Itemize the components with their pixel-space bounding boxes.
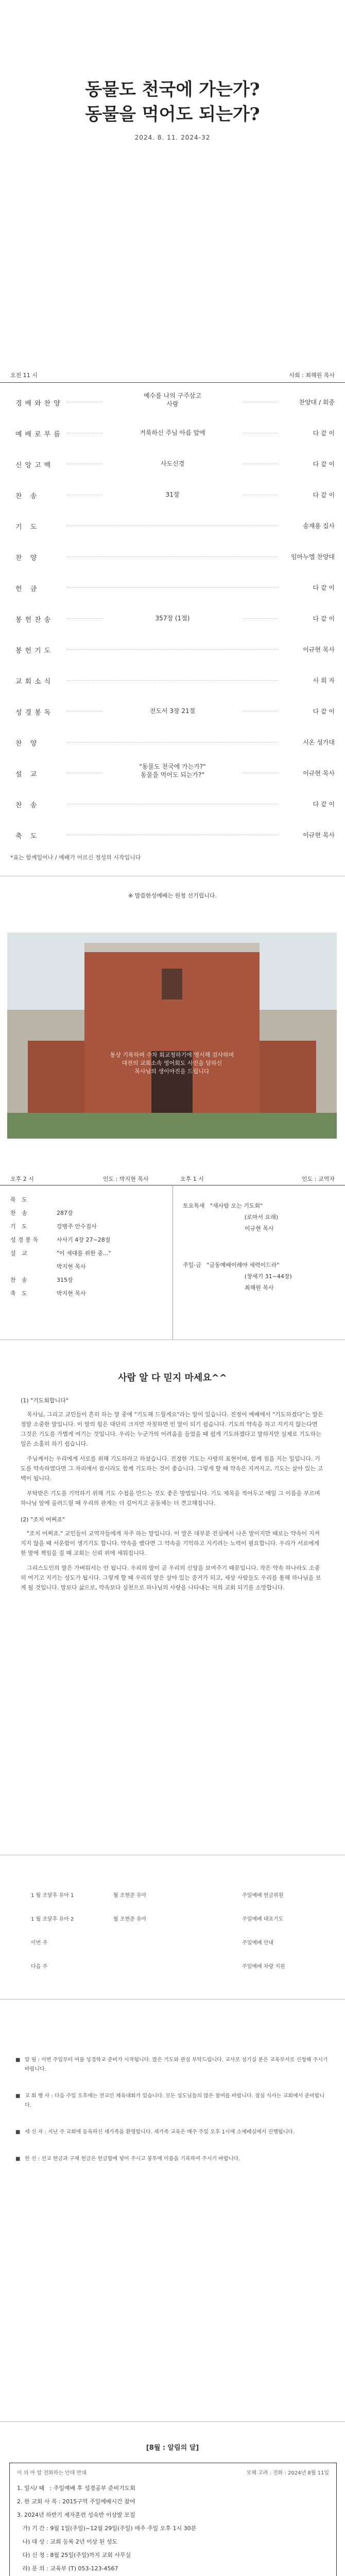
schedule-right-time: 오후 1 시 (180, 1176, 204, 1182)
order-row (0, 696, 345, 724)
news-item (15, 2155, 330, 2164)
notice-line: 다) 신 청 : 8월 25일(주일)까지 교회 사무실 (17, 2552, 131, 2558)
server-row (0, 1933, 345, 1957)
essay-title: 사람 알 다 믿지 마세요^^ (118, 1372, 227, 1383)
notice-line: 가) 기 간 : 9월 1일(주일)~12월 29일(주일) 매주 주일 오후 1시 30분 (17, 2525, 197, 2532)
cover-date: 2024. 8. 11. 2024-32 (134, 134, 211, 141)
schedule-value: 박지현 목사 (57, 1263, 86, 1270)
order-label: 축 도 (15, 831, 43, 840)
order-item: 예수를 나의 구주삼고 사랑 (103, 392, 242, 408)
sat-title: 토요특새 (183, 1202, 205, 1209)
order-time: 오전 11 시 (10, 372, 38, 379)
order-row (0, 386, 345, 415)
order-leader: 다 같 이 (310, 707, 335, 716)
schedule-label: 찬 송 (10, 1210, 29, 1216)
server-mid: 월 조현준 유아 (113, 1893, 147, 1899)
schedule-right-block1 (183, 1200, 337, 1234)
order-row (0, 788, 345, 817)
schedule-label: 성경봉독 (10, 1236, 41, 1243)
server-row (0, 1909, 345, 1933)
weekday-title: 주일-금 (183, 1262, 201, 1268)
order-leader: 이규현 목사 (300, 831, 335, 839)
order-leader: 다 같 이 (310, 490, 335, 499)
sat-sermon: "새사람 오는 기도회" (210, 1202, 263, 1209)
schedule-value: "이 세대를 위한 중..." (57, 1250, 111, 1257)
order-leader: 다 같 이 (310, 429, 335, 437)
news-text: 알 림 : 이번 주일부터 여름 성경학교 준비가 시작됩니다. 많은 기도와 관심 부탁드립니다. 교사로 섬기실 분은 교육부서로 신청해 주시기 바랍니다. (25, 2057, 328, 2072)
server-left: 1 월 조달후 유아 2 (31, 1917, 74, 1922)
order-leader: 다 같 이 (310, 460, 335, 468)
servers-list (0, 1886, 345, 1980)
order-label: 헌 금 (15, 583, 43, 593)
order-row (0, 634, 345, 663)
order-item: "동물도 천국에 가는가?" 동물을 먹어도 되는가?" (103, 762, 242, 779)
order-label: 신앙고백 (15, 460, 57, 469)
order-row (0, 479, 345, 508)
order-leader: 시온 성가대 (300, 738, 335, 747)
schedule-right-block2 (183, 1260, 337, 1294)
schedule-value: 박지현 목사 (57, 1290, 86, 1297)
news-item (15, 2128, 330, 2137)
church-photo (7, 933, 337, 1139)
order-leader: 사 회 자 (310, 676, 335, 685)
order-label: 경배와찬양 (15, 398, 66, 408)
order-item: 357장 (1절) (103, 614, 242, 622)
order-dots (67, 587, 278, 588)
order-label: 기 도 (15, 521, 43, 531)
server-row (0, 1957, 345, 1980)
schedule-row (10, 1247, 165, 1260)
order-presider: 사회 : 최해원 목사 (289, 372, 335, 379)
order-leader: 찬양대 / 회중 (296, 398, 335, 406)
order-leader: 임마누엘 찬양대 (288, 552, 335, 561)
order-note: *표는 함께일어나 / 예배가 어르신 정성의 시작입니다 (10, 854, 141, 861)
schedule-label: 묵 도 (10, 1196, 29, 1203)
notice-top-rule (0, 2421, 345, 2422)
news-list (15, 2056, 330, 2181)
essay-body-2 (21, 1529, 324, 1592)
order-dots (67, 680, 278, 681)
bullet-icon: ■ (15, 2129, 21, 2135)
bullet-icon: ■ (15, 2057, 21, 2063)
server-right: 주일예배 대표기도 (242, 1917, 284, 1922)
schedule-right-leader: 인도 : 교역자 (302, 1176, 335, 1182)
news-item (15, 2092, 330, 2110)
cover-title-line1: 동물도 천국에 가는가? (85, 79, 260, 100)
news-item (15, 2056, 330, 2074)
order-leader: 이규현 목사 (300, 645, 335, 654)
order-top-rule (0, 382, 345, 383)
sat-pastor: 이규현 목사 (245, 1225, 274, 1232)
news-text: 교 회 행 사 : 다음 주일 오후에는 전교인 체육대회가 있습니다. 모든 성도님들의 많은 참여를 바랍니다. 점심 식사는 교회에서 준비합니다. (25, 2093, 325, 2108)
notice-line: 3. 2024년 하반기 제자훈련 성숙반 이상발 모집 (17, 2512, 135, 2518)
server-right: 주일예배 차량 지원 (242, 1964, 285, 1970)
order-row (0, 757, 345, 786)
schedule-label: 찬 송 (10, 1277, 29, 1283)
server-row (0, 1886, 345, 1909)
order-leader: 송재용 집사 (300, 521, 335, 530)
notice-date-right: 모해 고려 : 전화 : 2024년 8월 11일 (246, 2470, 329, 2476)
order-label: 찬 양 (15, 552, 43, 562)
notice-line: 2. 한 교회 사 목 : 2015구역 주일예배시간 참여 (17, 2498, 135, 2505)
order-label: 찬 송 (15, 490, 43, 500)
essay-paragraph: 부탁받은 기도를 기억하기 위해 기도 수첩을 만드는 것도 좋은 방법입니다. 기도 제목을 적어두고 매일 그 이름을 부르며 하나님 앞에 올려드릴 때 우리의 관계는 더 깊어지고 공동체는 더 견고해집니다. (21, 1490, 320, 1506)
order-row (0, 572, 345, 601)
order-label: 찬 양 (15, 738, 43, 748)
order-item: 거룩하신 주님 아름 앞에 (103, 429, 242, 437)
essay-paragraph: 목사님, 그리고 교인들이 흔히 하는 말 중에 "기도해 드릴게요"라는 말이 있습니다. 진정어 예배에서 "기도하겠다"는 말은 정말 소중한 말입니다. 이 말의 힘은 대단히 크지만 자칫하면 빈 말이 되기 쉽습니다. 기도의 약속을 하고 지키지 않는다면 그것은 기도를 가볍게 여기는 것입니다. 우리는 누군가의 어려움을 들었을 때 쉽게 기도하겠다고 말하지만 실제로 기도하는 일은 소홀히 하기 쉽습니다. (21, 1411, 323, 1447)
essay-subtitle2: (2) "조치 어쩌죠" (21, 1516, 65, 1523)
order-label: 예배로부름 (15, 429, 66, 438)
order-label: 찬 송 (15, 800, 43, 809)
order-row (0, 603, 345, 632)
server-left: 1 월 조달후 유아 1 (31, 1893, 74, 1899)
news-text: 헌 신 : 선교 헌금과 구제 헌금은 헌금함에 넣어 주시고 봉투에 이름을 기록하여 주시기 바랍니다. (25, 2156, 240, 2162)
order-leader: 이규현 목사 (300, 769, 335, 777)
server-left: 다음 주 (31, 1964, 48, 1970)
schedule-row (10, 1274, 165, 1287)
order-row (0, 417, 345, 446)
order-item: 31장 (103, 490, 242, 499)
order-dots (67, 556, 278, 557)
schedule-left-time: 오후 2 시 (10, 1176, 34, 1182)
bullet-icon: ■ (15, 2156, 21, 2162)
essay-paragraph: 주님께서는 우리에게 서로를 위해 기도하라고 하셨습니다. 진정한 기도는 사랑의 표현이며, 함께 짐을 지는 일입니다. 기도를 약속하였다면 그 자리에서 잠시라도 함께 기도하는 것이 좋습니다. 그렇게 할 때 약속은 지켜지고, 기도는 살아 있는 고백이 됩니다. (21, 1455, 323, 1482)
order-row (0, 665, 345, 693)
bullet-icon: ■ (15, 2093, 21, 2099)
order-leader: 다 같 이 (310, 583, 335, 592)
essay-section (21, 1370, 324, 1598)
order-dots (67, 649, 278, 650)
notice-line: 라) 문 의 : 교육부 (T) 053-123-4567 (17, 2565, 118, 2572)
order-label: 교회소식 (15, 676, 57, 686)
schedule-row (10, 1220, 165, 1233)
schedule-value: 287장 (57, 1210, 73, 1216)
schedule-label: 축 도 (10, 1290, 29, 1297)
notice-header: [8월 : 알림의 달] (146, 2444, 199, 2452)
schedule-row (10, 1193, 165, 1207)
essay-paragraph: "조치 어쩌죠." 교인들이 교역자들에게 자주 하는 말입니다. 이 말은 대부분 진심에서 나온 말이지만 때로는 약속이 지켜지지 않을 때 서운함이 생기기도 합니다. 약속을 했다면 그 약속을 기억하고 지키려는 노력이 필요합니다. 우리가 서로에게 한 말에 책임을 질 때 교회는 신뢰 위에 세워집니다. (21, 1530, 320, 1556)
order-label: 설 교 (15, 769, 43, 778)
order-row (0, 448, 345, 477)
schedule-row (10, 1260, 165, 1274)
sat-ref: (로마서 요래) (245, 1214, 279, 1221)
order-label: 봉헌기도 (15, 645, 57, 655)
photo-caption: ※ 말씀한성예배는 원청 선기립니다. (128, 892, 217, 899)
notice-line: 나) 대 상 : 교회 등록 2년 이상 된 성도 (17, 2538, 118, 2545)
server-left: 이번 주 (31, 1940, 48, 1946)
notice-line: 1. 일시/ 때 : 주일예배 후 성경공부 준비기도회 (17, 2485, 136, 2492)
essay-body-1 (21, 1410, 324, 1508)
notice-box (9, 2463, 337, 2576)
essay-paragraph: 그리스도인의 말은 가벼워서는 안 됩니다. 우리의 말이 곧 우리의 신앙을 보여주기 때문입니다. 작은 약속 하나라도 소중히 여기고 지키는 성도가 됩시다. 그렇게 할 때 우리의 말은 살아 있는 증거가 되고, 세상 사람들도 우리를 통해 하나님을 보게 될 것입니다. 말보다 삶으로, 약속보다 실천으로 하나님의 사랑을 나타내는 저희 교회 되기를 소망합니다. (21, 1565, 321, 1591)
notice-date-left: 이 의 아 알 전화하는 안데 반대 (17, 2470, 87, 2476)
essay-subtitle: (1) "기도회합니다" (21, 1397, 68, 1404)
schedule-row (10, 1207, 165, 1220)
schedule-label: 설 교 (10, 1250, 29, 1257)
news-text: 새 신 자 : 지난 주 교회에 등록하신 새가족을 환영합니다. 새가족 교육은 매주 주일 오후 1시에 소예배실에서 진행됩니다. (25, 2129, 295, 2135)
server-right: 주일예배 헌금위원 (242, 1893, 284, 1899)
order-row (0, 541, 345, 570)
order-label: 봉헌찬송 (15, 614, 57, 624)
schedule-row (10, 1287, 165, 1300)
schedule-value: 강병주 안수집사 (57, 1223, 97, 1230)
order-row (0, 819, 345, 848)
order-leader: 다 같 이 (310, 800, 335, 808)
order-leader: 다 같 이 (310, 614, 335, 623)
order-item: 전도서 3장 21절 (103, 707, 242, 715)
schedule-left-leader: 인도 : 박지현 목사 (103, 1176, 149, 1182)
church-building-image (7, 933, 337, 1139)
schedule-value: 315장 (57, 1277, 73, 1283)
order-item: 사도신경 (103, 460, 242, 468)
weekday-pastor: 최해원 목사 (245, 1284, 274, 1291)
schedule-left-list (10, 1193, 165, 1300)
order-label: 성경봉독 (15, 707, 57, 717)
weekday-sermon: "금동예배이례야 세력이드라" (206, 1262, 280, 1268)
schedule-label: 기 도 (10, 1223, 29, 1230)
photo-overlay-text: 통상 기록하며 수차 회교청하기에 영시해 검사하며 대전의 교회소속 영어회도 사진을 담하신 목사님의 생이야진을 드립니다 (110, 1052, 234, 1075)
server-right: 주일예배 안내 (242, 1940, 274, 1946)
order-row (0, 726, 345, 755)
notice-lines (17, 2482, 326, 2576)
order-row (0, 510, 345, 539)
cover (0, 77, 345, 141)
server-mid: 월 조현준 유아 (113, 1917, 147, 1922)
schedule-value: 사사기 4장 27~28절 (57, 1236, 111, 1243)
cover-title-line2: 동물을 먹어도 되는가? (85, 104, 260, 125)
weekday-ref: (창세기 31~44장) (245, 1273, 292, 1280)
schedule-row (10, 1233, 165, 1247)
